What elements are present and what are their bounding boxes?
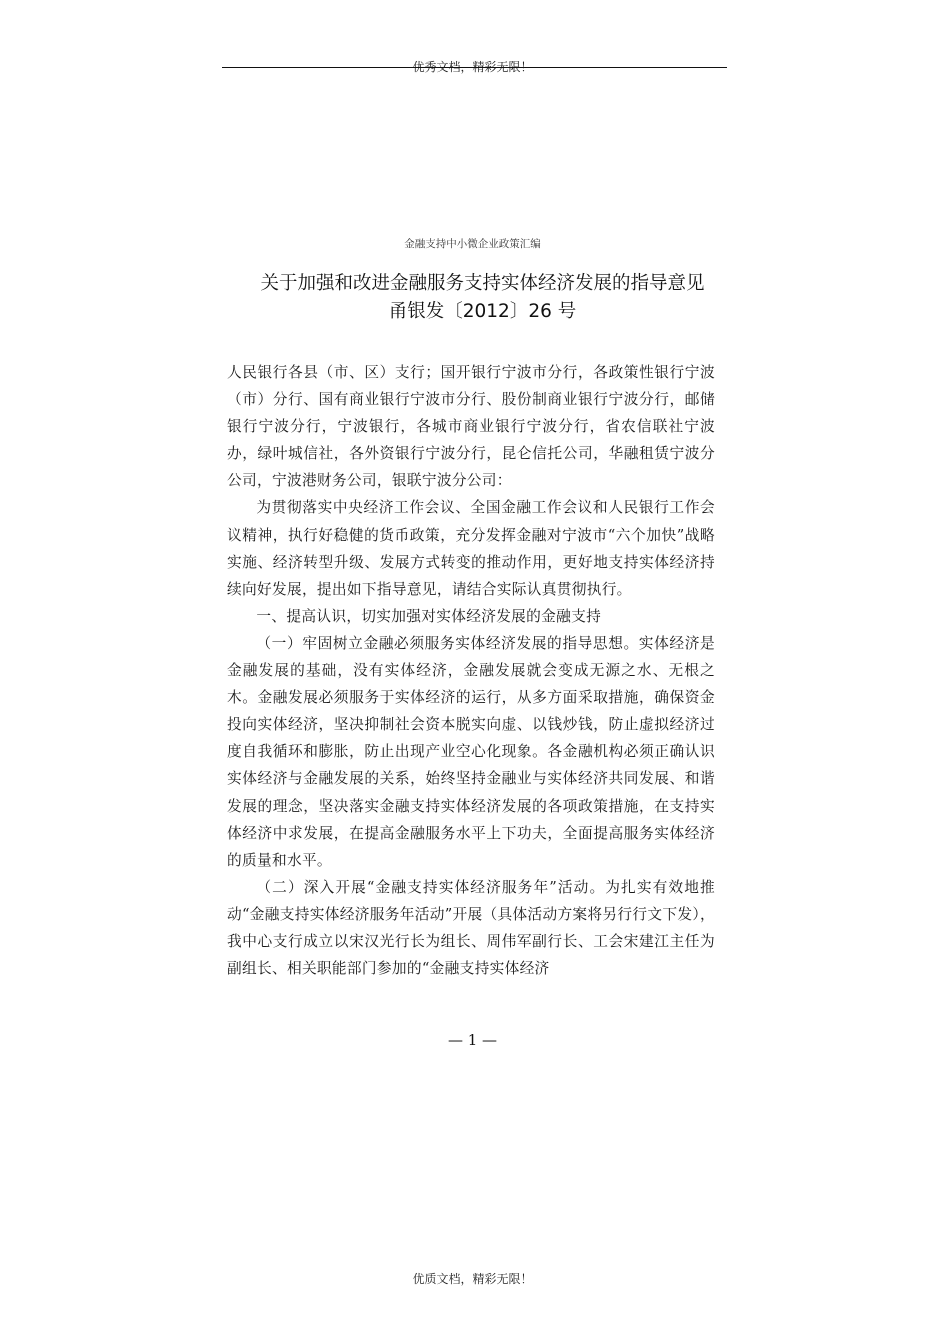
body-paragraph: （二）深入开展“金融支持实体经济服务年”活动。为扎实有效地推动“金融支持实体经济服务年活动”开展（具体活动方案将另行行文下发），我中心支行成立以宋汉光行长为组长、周伟军副行长、工会宋建江主任为副组长、相关职能部门参加的“金融支持实体经济: [227, 878, 715, 978]
addressees-paragraph: 人民银行各县（市、区）支行；国开银行宁波市分行，各政策性银行宁波（市）分行、国有商业银行宁波市分行、股份制商业银行宁波分行，邮储银行宁波分行，宁波银行，各城市商业银行宁波分行，省农信联社宁波办，绿叶城信社，各外资银行宁波分行，昆仑信托公司，华融租赁宁波分公司，宁波港财务公司，银联宁波分公司：: [227, 364, 715, 490]
document-number: 甬银发〔2012〕26 号: [388, 301, 577, 322]
document-body: [227, 359, 715, 982]
collection-title: 金融支持中小微企业政策汇编: [404, 238, 541, 250]
header-divider: [222, 67, 727, 68]
page-number: — 1 —: [447, 1031, 498, 1049]
document-title: 关于加强和改进金融服务支持实体经济发展的指导意见: [260, 273, 705, 294]
intro-paragraph: 为贯彻落实中央经济工作会议、全国金融工作会议和人民银行工作会议精神，执行好稳健的货币政策，充分发挥金融对宁波市“六个加快”战略实施、经济转型升级、发展方式转变的推动作用，更好地支持实体经济持续向好发展，提出如下指导意见，请结合实际认真贯彻执行。: [227, 499, 715, 598]
page-header-text: 优秀文档，精彩无限！: [412, 60, 533, 74]
section-heading: 一、提高认识，切实加强对实体经济发展的金融支持: [256, 607, 602, 625]
body-paragraph: （一）牢固树立金融必须服务实体经济发展的指导思想。实体经济是金融发展的基础，没有实体经济，金融发展就会变成无源之水、无根之木。金融发展必须服务于实体经济的运行，从多方面采取措施，确保资金投向实体经济，坚决抑制社会资本脱实向虚、以钱炒钱，防止虚拟经济过度自我循环和膨胀，防止出现产业空心化现象。各金融机构必须正确认识实体经济与金融发展的关系，始终坚持金融业与实体经济共同发展、和谐发展的理念，坚决落实金融支持实体经济发展的各项政策措施，在支持实体经济中求发展，在提高金融服务水平上下功夫，全面提高服务实体经济的质量和水平。: [227, 634, 715, 869]
page-footer-text: 优质文档，精彩无限！: [412, 1272, 533, 1286]
